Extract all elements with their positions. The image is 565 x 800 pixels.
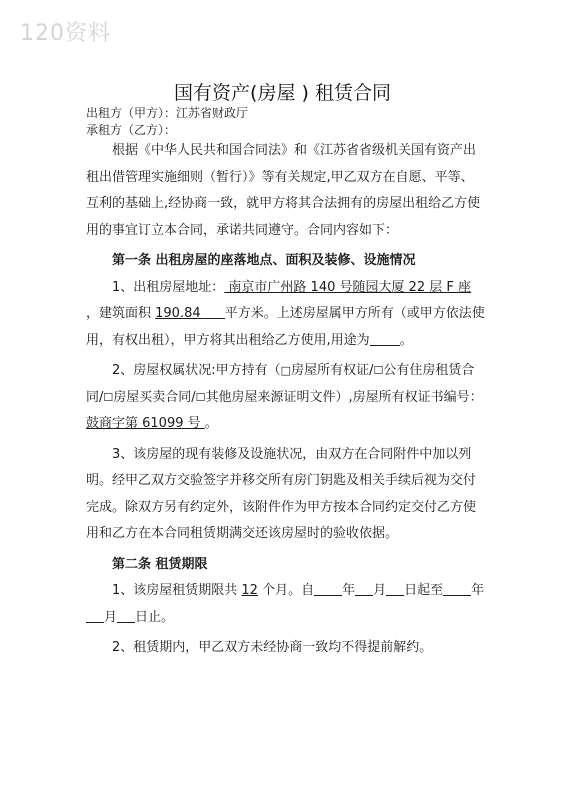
ownership-lead: 2、房屋权属状况:甲方持有（ <box>112 363 281 378</box>
clause-2-end: 。 <box>204 416 218 431</box>
start-year-blank <box>314 581 342 596</box>
checkbox-other-proof: ☐ <box>195 390 206 404</box>
checkbox-ownership-cert: □ <box>280 364 292 377</box>
certificate-number: 鼓商字第 61099 号 <box>86 416 205 431</box>
ownership-cert-label: 房屋所有权证/ <box>291 363 374 378</box>
document-title: 国有资产(房屋 ) 租赁合同 <box>174 82 391 104</box>
property-address: 南京市广州路 140 号随园大厦 22 层 F 座 <box>224 279 472 295</box>
end-day-label: 日止。 <box>135 609 175 625</box>
end-month-label: 月 <box>104 609 118 625</box>
start-day-blank <box>386 581 404 596</box>
building-area: 190.84 <box>155 306 205 321</box>
article-2-clause-2: 2、租赁期内，甲乙双方未经协商一致均不得提前解约。 <box>112 640 433 655</box>
term-lead: 1、该房屋租赁期限共 <box>112 583 242 598</box>
end-month-blank <box>86 608 104 623</box>
other-proof-label: 其他房屋来源证明文件）,房屋所有权证书编号： <box>205 389 483 405</box>
watermark-logo: 120资料 <box>20 21 111 46</box>
lessor-line: 出租方（甲方）：江苏省财政厅 <box>86 106 249 120</box>
area-blank <box>205 304 225 319</box>
clause-1-end: 。 <box>399 332 413 348</box>
article-1-heading: 第一条 出租房屋的座落地点、面积及装修、设施情况 <box>112 253 416 268</box>
clause-1-text: 平方米。上述房屋属甲方所有（或甲方依法使用，有权出租），甲方将其出租给乙方使用,用途为 <box>86 306 485 348</box>
checkbox-purchase-contract: ☐ <box>103 390 114 404</box>
start-month-label: 月 <box>373 583 387 598</box>
article-1-clause-1 <box>86 275 486 355</box>
end-year-label: 年 <box>471 583 485 598</box>
article-1-clause-2 <box>86 358 486 438</box>
contract-body <box>86 138 486 662</box>
start-month-blank <box>355 581 373 596</box>
checkbox-public-housing: ☐ <box>373 364 384 377</box>
public-housing-label: 公有住房租赁合同/ <box>86 363 475 405</box>
end-day-blank <box>117 608 135 623</box>
purchase-contract-label: 房屋买卖合同/ <box>113 389 196 405</box>
lessee-line: 承租方（乙方）： <box>86 123 177 137</box>
term-from: 个月。自 <box>257 583 315 598</box>
preamble-paragraph <box>86 138 486 244</box>
lease-months: 12 <box>241 583 258 598</box>
article-1-clause-3: 3、该房屋的现有装修及设施状况，由双方在合同附件中加以列明。经甲乙双方交验签字并移交所有房门钥匙及相关手续后视为交付完成。除双方另有约定外，该附件作为甲方按本合同约定交付乙方使用和乙方在本合同租赁期满交还该房屋时的验收依据。 <box>86 446 477 541</box>
article-2-clause-1 <box>86 578 486 631</box>
end-year-blank <box>443 581 471 596</box>
start-day-label: 日起至 <box>404 583 444 598</box>
usage-blank <box>370 331 400 346</box>
start-year-label: 年 <box>342 583 356 598</box>
article-2-heading: 第二条 租赁期限 <box>112 556 208 572</box>
address-lead: 1、出租房屋地址： <box>112 279 225 295</box>
area-lead: ，建筑面积 <box>86 306 156 321</box>
preamble-text: 根据《中华人民共和国合同法》和《江苏省省级机关国有资产出租出借管理实施细则（暂行）》等有关规定,甲乙双方在自愿、平等、互利的基础上,经协商一致，就甲方将其合法拥有的房屋出租给乙方使用的事宜订立本合同，承诺共同遵守。合同内容如下： <box>86 143 481 238</box>
